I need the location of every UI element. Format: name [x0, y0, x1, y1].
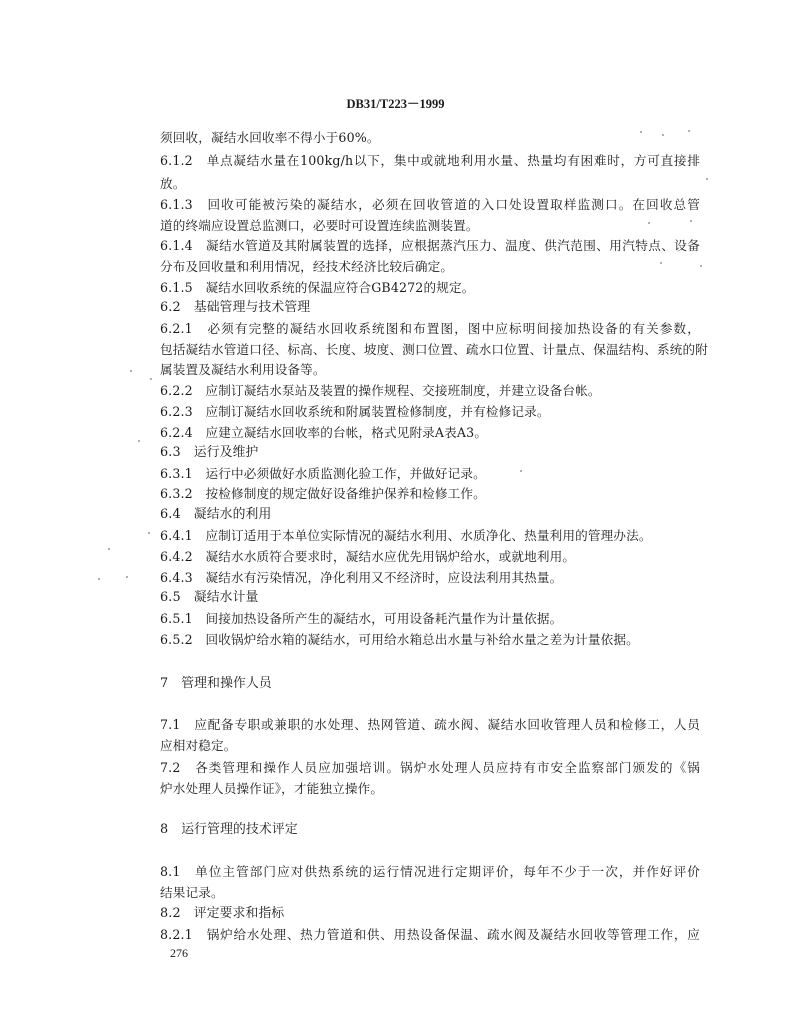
scan-noise — [706, 178, 708, 180]
scan-noise — [520, 470, 522, 472]
standard-code-header: DB31/T223－1999 — [346, 97, 445, 111]
text-line: 6.3.2 按检修制度的规定做好设备维护保养和检修工作。 — [160, 486, 486, 501]
scan-noise — [648, 222, 650, 224]
scan-noise — [150, 378, 152, 380]
text-line: 炉水处理人员操作证》，才能独立操作。 — [160, 781, 384, 796]
text-line: 分布及回收量和利用情况，经技术经济比较后确定。 — [160, 259, 454, 274]
scan-noise — [660, 262, 662, 264]
text-line: 包括凝结水管道口径、标高、长度、坡度、测口位置、疏水口位置、计量点、保温结构、系统的附 — [160, 342, 708, 357]
text-line: 6.4.1 应制订适用于本单位实际情况的凝结水利用、水质净化、热量利用的管理办法。 — [160, 528, 652, 543]
text-line: 应相对稳定。 — [160, 738, 237, 753]
text-line: 6.3.1 运行中必须做好水质监测化验工作，并做好记录。 — [160, 466, 486, 481]
scan-noise — [126, 576, 128, 578]
scan-noise — [690, 220, 692, 222]
chapter-heading: 7 管理和操作人员 — [160, 676, 272, 691]
text-line: 道的终端应设置总监测口，必要时可设置连续监测装置。 — [160, 218, 479, 233]
section-heading: 6.4 凝结水的利用 — [160, 507, 272, 522]
text-line: 6.1.3 回收可能被污染的凝结水，必须在回收管道的入口处设置取样监测口。在回收总管 — [160, 197, 700, 212]
section-heading: 6.5 凝结水计量 — [160, 590, 259, 605]
chapter-heading: 8 运行管理的技术评定 — [160, 822, 298, 837]
text-line: 6.5.2 回收锅炉给水箱的凝结水，可用给水箱总出水量与补给水量之差为计量依据。 — [160, 632, 639, 647]
scan-noise — [108, 548, 110, 550]
text-line: 6.1.4 凝结水管道及其附属装置的选择，应根据蒸汽压力、温度、供汽范围、用汽特点、设备 — [160, 238, 700, 253]
scan-noise — [688, 130, 690, 132]
text-line: 6.4.3 凝结水有污染情况，净化利用又不经济时，应设法利用其热量。 — [160, 570, 563, 585]
text-line: 6.2.2 应制订凝结水泵站及装置的操作规程、交接班制度，并建立设备台帐。 — [160, 383, 601, 398]
text-line: 6.1.2 单点凝结水量在100kg/h以下，集中或就地利用水量、热量均有困难时，方可直接排 — [160, 153, 700, 168]
text-line: 放。 — [160, 176, 186, 191]
text-line: 8.2.1 锅炉给水处理、热力管道和供、用热设备保温、疏水阀及凝结水回收等管理工作，应 — [160, 927, 700, 942]
text-line: 7.2 各类管理和操作人员应加强培训。锅炉水处理人员应持有市安全监察部门颁发的《锅 — [160, 760, 700, 775]
text-line: 结果记录。 — [160, 885, 224, 900]
scan-noise — [640, 131, 642, 133]
text-line: 6.2.1 必须有完整的凝结水回收系统图和布置图，图中应标明间接加热设备的有关参数， — [160, 321, 700, 336]
scan-noise — [138, 440, 140, 442]
text-line: 8.1 单位主管部门应对供热系统的运行情况进行定期评价，每年不少于一次，并作好评价 — [160, 864, 700, 879]
page-number: 276 — [170, 946, 188, 960]
text-line: 6.5.1 间接加热设备所产生的凝结水，可用设备耗汽量作为计量依据。 — [160, 611, 563, 626]
text-line: 6.2.4 应建立凝结水回收率的台帐，格式见附录A表A3。 — [160, 425, 488, 440]
section-heading: 6.3 运行及维护 — [160, 445, 259, 460]
section-heading: 6.2 基础管理与技术管理 — [160, 300, 311, 315]
scan-noise — [700, 265, 702, 267]
scan-noise — [98, 578, 100, 580]
scan-noise — [130, 370, 132, 372]
text-line: 6.4.2 凝结水水质符合要求时，凝结水应优先用锅炉给水，或就地利用。 — [160, 549, 576, 564]
text-line: 须回收，凝结水回收率不得小于60%。 — [160, 130, 380, 145]
scan-noise — [662, 134, 664, 136]
text-line: 7.1 应配备专职或兼职的水处理、热网管道、疏水阀、凝结水回收管理人员和检修工，人员 — [160, 717, 700, 732]
scan-noise — [148, 532, 150, 534]
section-heading: 8.2 评定要求和指标 — [160, 906, 285, 921]
text-line: 属装置及凝结水利用设备等。 — [160, 362, 326, 377]
text-line: 6.2.3 应制订凝结水回收系统和附属装置检修制度，并有检修记录。 — [160, 404, 550, 419]
text-line: 6.1.5 凝结水回收系统的保温应符合GB4272的规定。 — [160, 280, 475, 295]
